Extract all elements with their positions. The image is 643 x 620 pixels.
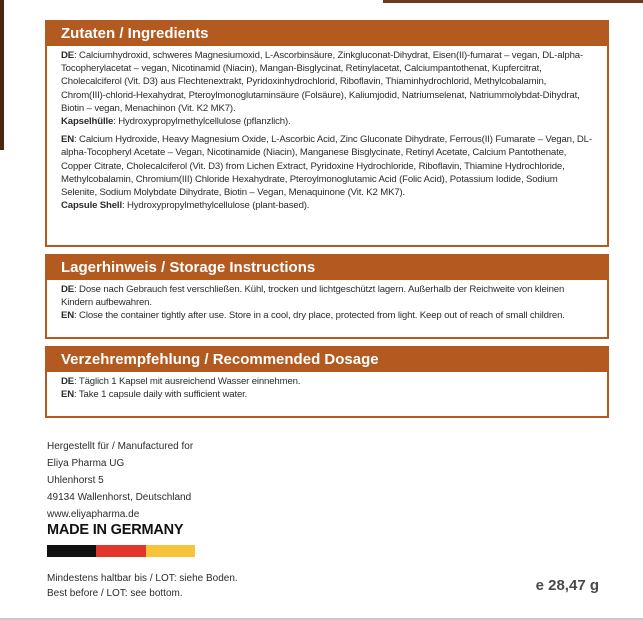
ingredients-en — [61, 133, 593, 212]
dosage-section — [45, 346, 609, 418]
ingredients-section — [45, 20, 609, 247]
capsule-shell-de-label: Kapselhülle — [61, 116, 114, 128]
left-edge-strip — [0, 0, 4, 150]
de-label: DE — [61, 284, 75, 295]
manufacturer-intro: Hergestellt für / Manufactured for — [47, 441, 194, 452]
best-before-en: Best before / LOT: see bottom. — [47, 588, 183, 599]
dosage-heading: Verzehrempfehlung / Recommended Dosage — [47, 348, 607, 372]
storage-en-text: : Close the container tightly after use. Store in a cool, dry place, protected from light. Keep out of reach of small children. — [74, 310, 565, 322]
best-before-de: Mindestens haltbar bis / LOT: siehe Boden. — [47, 573, 238, 584]
ingredients-en-text: : Calcium Hydroxide, Heavy Magnesium Oxide, L-Ascorbic Acid, Zinc Gluconate Dihydrate, Ferrous(II) Fumarate – Vegan, DL-alpha-Tocopheryl Acetate – Vegan, Nicotinamide (Niacin), Manganese Bisglycinate, Retinyl Acetate, Calcium Pantothenate, Copper Citrate, Cholecalciferol (Vit. D3) from Lichen Extract, Pyridoxine Hydrochloride, Riboflavin, Thiamine Hydrochloride, Methylcobalamin, Chromium(III) Chloride Hexahydrate, Pteroylmonoglutamic Acid (Folic Acid), Potassium Iodide, Sodium Selenite, Sodium Molybdate Dihydrate, Biotin – Vegan, Menaquinone (Vit. K2 MK7). — [61, 134, 592, 199]
made-in-germany: MADE IN GERMANY — [47, 522, 184, 538]
ingredients-de — [61, 49, 593, 128]
top-edge-strip — [383, 0, 643, 3]
storage-de-text: : Dose nach Gebrauch fest verschließen. Kühl, trocken und lichtgeschützt lagern. Außerhalb der Reichweite von kleinen Kindern aufbewahren. — [61, 284, 565, 309]
ingredients-heading: Zutaten / Ingredients — [47, 22, 607, 46]
dosage-de-text: : Täglich 1 Kapsel mit ausreichend Wasser einnehmen. — [74, 376, 301, 387]
storage-section — [45, 254, 609, 339]
german-flag-bar — [47, 545, 195, 557]
en-label: EN — [61, 134, 75, 146]
manufacturer-website: www.eliyapharma.de — [47, 509, 140, 520]
en-label: EN — [61, 310, 75, 322]
capsule-shell-en-label: Capsule Shell — [61, 200, 122, 212]
flag-gold-stripe — [146, 545, 195, 557]
best-before-block — [47, 571, 238, 601]
ingredients-de-text: : Calciumhydroxid, schweres Magnesiumoxid, L-Ascorbinsäure, Zinkgluconat-Dihydrat, Eisen(II)-fumarat – vegan, DL-alpha-Tocopherylacetat – vegan, Nicotinamid (Niacin), Mangan-Bisglycinat, Retinylacetat, Calciumpantothenat, Kupfercitrat, Cholecalciferol (Vit. D3) aus Flechtenextrakt, Pyridoxinhydrochlorid, Riboflavin, Thiaminhydrochlorid, Methylcobalamin, Chrom(III)-chlorid-Hexahydrat, Pteroylmonoglutaminsäure (Folsäure), Kaliumjodid, Natriumselenat, Natriummolybdat-Dihydrat, Biotin – vegan, Menachinon (Vit. K2 MK7). — [61, 50, 583, 114]
ingredients-body — [47, 46, 607, 216]
manufacturer-name: Eliya Pharma UG — [47, 458, 125, 469]
capsule-shell-en-text: : Hydroxypropylmethylcellulose (plant-based). — [121, 200, 310, 212]
en-label: EN — [61, 389, 75, 401]
manufacturer-city: 49134 Wallenhorst, Deutschland — [47, 492, 192, 503]
manufacturer-street: Uhlenhorst 5 — [47, 475, 104, 486]
storage-heading: Lagerhinweis / Storage Instructions — [47, 256, 607, 280]
storage-body — [47, 280, 607, 327]
de-label: DE — [61, 376, 75, 387]
net-weight: e 28,47 g — [535, 577, 599, 594]
capsule-shell-de-text: : Hydroxypropylmethylcellulose (pflanzlich). — [113, 116, 291, 128]
manufacturer-block — [47, 438, 193, 523]
storage-de — [61, 283, 593, 323]
dosage-en-text: : Take 1 capsule daily with sufficient water. — [74, 389, 248, 401]
flag-red-stripe — [96, 545, 145, 557]
de-label: DE — [61, 50, 75, 61]
dosage-text — [61, 375, 593, 401]
dosage-body — [47, 372, 607, 405]
flag-black-stripe — [47, 545, 96, 557]
